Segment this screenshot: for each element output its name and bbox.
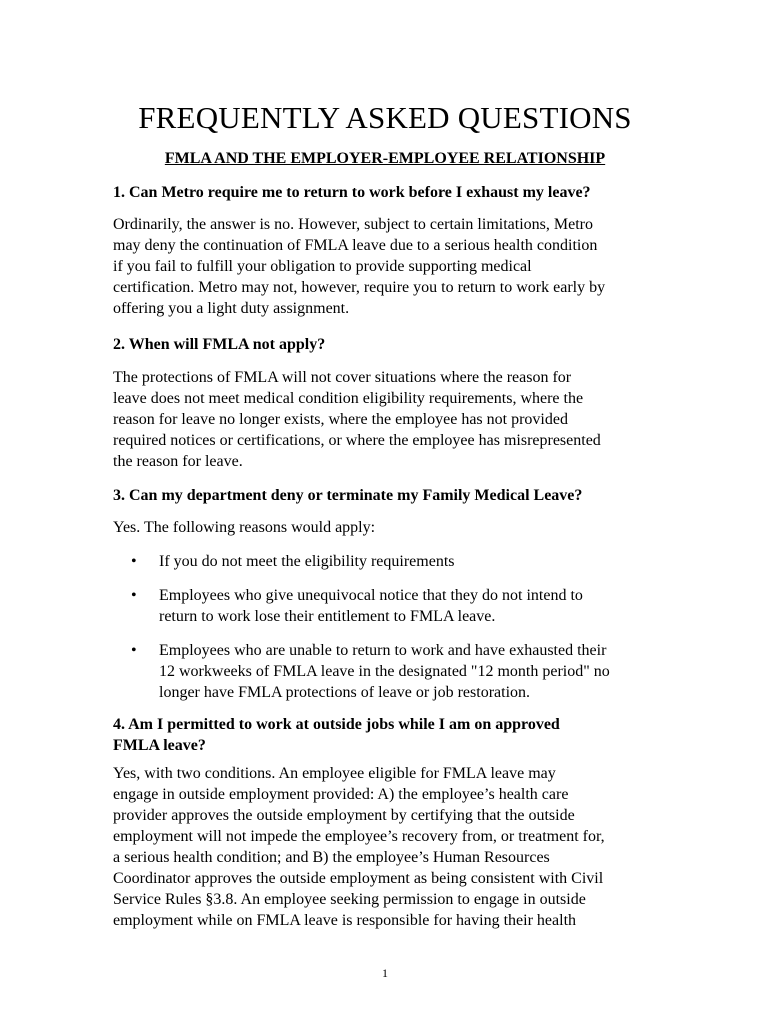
answer-1-paragraph	[113, 214, 668, 319]
answer-2-line: the reason for leave.	[113, 453, 243, 470]
answer-1-line: if you fail to fulfill your obligation to provide supporting medical	[113, 258, 532, 275]
answer-3-bullet-2	[159, 585, 669, 627]
question-4-heading-line: 4. Am I permitted to work at outside jobs while I am on approved	[113, 716, 560, 733]
bullet-line: return to work lose their entitlement to FMLA leave.	[159, 608, 496, 625]
answer-1-line: may deny the continuation of FMLA leave due to a serious health condition	[113, 237, 598, 254]
question-2-heading: 2. When will FMLA not apply?	[113, 336, 326, 353]
answer-4-line: employment will not impede the employee’s recovery from, or treatment for,	[113, 828, 605, 845]
answer-1-line: certification. Metro may not, however, require you to return to work early by	[113, 279, 606, 296]
answer-4-line: Service Rules §3.8. An employee seeking permission to engage in outside	[113, 891, 586, 908]
answer-2-line: required notices or certifications, or where the employee has misrepresented	[113, 432, 601, 449]
bullet-line: longer have FMLA protections of leave or job restoration.	[159, 684, 531, 701]
answer-3-intro: Yes. The following reasons would apply:	[113, 519, 376, 536]
bullet-line: Employees who give unequivocal notice that they do not intend to	[159, 587, 583, 604]
answer-2-paragraph	[113, 367, 668, 472]
answer-3-bullet-1	[159, 551, 669, 572]
bullet-marker: •	[131, 553, 137, 570]
page-title: FREQUENTLY ASKED QUESTIONS	[138, 100, 632, 135]
answer-2-line: reason for leave no longer exists, where the employee has not provided	[113, 411, 568, 428]
bullet-line: Employees who are unable to return to work and have exhausted their	[159, 642, 607, 659]
bullet-marker: •	[131, 587, 137, 604]
bullet-line: 12 workweeks of FMLA leave in the designated "12 month period" no	[159, 663, 610, 680]
question-1-heading: 1. Can Metro require me to return to work before I exhaust my leave?	[113, 184, 591, 201]
question-3-heading: 3. Can my department deny or terminate my Family Medical Leave?	[113, 487, 583, 504]
answer-1-line: Ordinarily, the answer is no. However, subject to certain limitations, Metro	[113, 216, 593, 233]
answer-4-line: Coordinator approves the outside employment as being consistent with Civil	[113, 870, 604, 887]
bullet-marker: •	[131, 642, 137, 659]
answer-4-paragraph	[113, 763, 668, 931]
answer-4-line: employment while on FMLA leave is responsible for having their health	[113, 912, 577, 929]
bullet-line: If you do not meet the eligibility requirements	[159, 553, 455, 570]
answer-4-line: a serious health condition; and B) the employee’s Human Resources	[113, 849, 550, 866]
page-number: 1	[382, 966, 388, 980]
answer-4-line: engage in outside employment provided: A) the employee’s health care	[113, 786, 569, 803]
section-subtitle: FMLA AND THE EMPLOYER-EMPLOYEE RELATIONSHIP	[164, 150, 606, 167]
answer-2-line: leave does not meet medical condition eligibility requirements, where the	[113, 390, 584, 407]
answer-3-bullet-3	[159, 640, 669, 703]
answer-4-line: Yes, with two conditions. An employee eligible for FMLA leave may	[113, 765, 556, 782]
answer-4-line: provider approves the outside employment by certifying that the outside	[113, 807, 575, 824]
answer-2-line: The protections of FMLA will not cover situations where the reason for	[113, 369, 572, 386]
answer-1-line: offering you a light duty assignment.	[113, 300, 350, 317]
question-4-heading	[113, 714, 658, 756]
question-4-heading-line: FMLA leave?	[113, 737, 206, 754]
